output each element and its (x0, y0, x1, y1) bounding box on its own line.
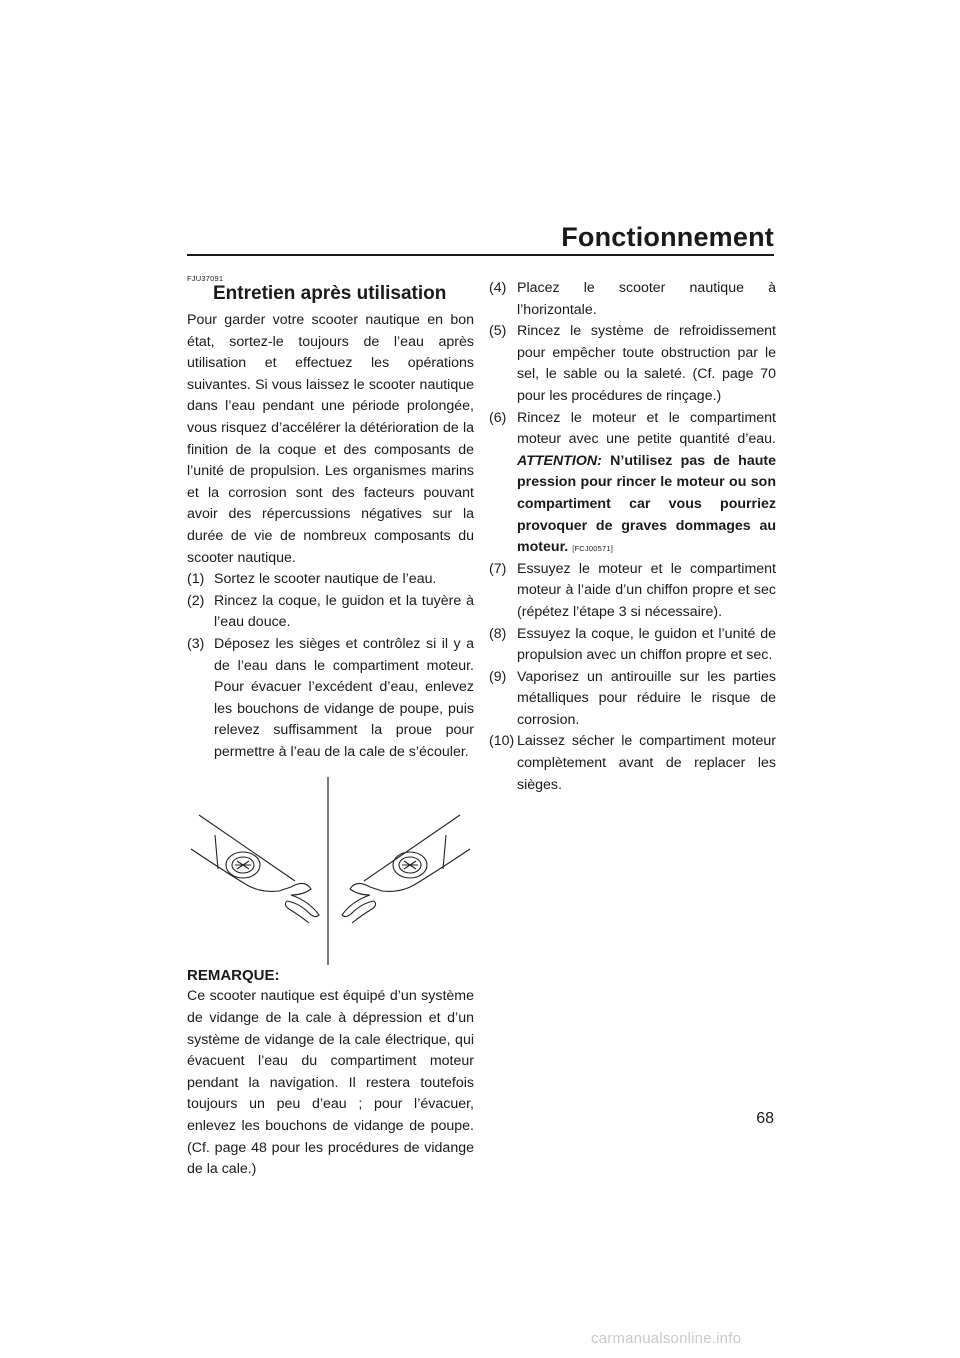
left-column (187, 274, 474, 1181)
step-item (489, 559, 776, 624)
step-text: Vaporisez un antirouille sur les parties métalliques pour réduire le risque de corrosion. (517, 668, 776, 728)
step-item (489, 667, 776, 732)
section-title: Entretien après utilisation (213, 283, 447, 304)
step-item (187, 591, 474, 634)
step-item (187, 634, 474, 764)
step-number: (7) (489, 560, 507, 577)
intro-paragraph: Pour garder votre scooter nautique en bon état, sortez-le toujours de l’eau après utilisation et effectuez les opérations suivantes. Si vous laissez le scooter nautique dans l’eau pendant une période prolongée, vous risquez d’accélérer la détérioration de la finition de la coque et des composants de l’unité de propulsion. Les organismes marins et la corrosion sont des facteurs pouvant avoir des répercussions négatives sur la durée de vie de nombreux composants du scooter nautique. (187, 312, 474, 566)
step-text: Essuyez la coque, le guidon et l’unité de propulsion avec un chiffon propre et sec. (517, 625, 776, 664)
step-number: (6) (489, 409, 507, 426)
step-number: (2) (187, 592, 205, 609)
section-code: FJU37091 (187, 274, 224, 283)
steps-list-right (489, 278, 776, 796)
step-item (187, 569, 474, 591)
page-number: 68 (756, 1110, 774, 1127)
header-rule (187, 254, 774, 256)
left-drain-plug-illustration (191, 815, 319, 923)
step-number: (1) (187, 571, 205, 588)
watermark-link[interactable]: carmanualsonline.info (591, 1330, 742, 1347)
attention-text: N’utilisez pas de haute pression pour rincer le moteur ou son compartiment car vous pourriez provoquer de graves dommages au moteur. (517, 452, 776, 556)
right-column (489, 278, 776, 796)
step-number: (4) (489, 280, 507, 296)
step-text: Rincez le système de refroidissement pour empêcher toute obstruction par le sel, le sable ou la saleté. (Cf. page 70 pour les procédures de rinçage.) (517, 323, 776, 404)
drain-plug-illustration (187, 777, 474, 965)
step-text: Laissez sécher le compartiment moteur complètement avant de replacer les sièges. (517, 733, 776, 793)
step-text-body: Rincez le moteur et le compartiment moteur avec une petite quantité d’eau. (517, 409, 776, 448)
drain-plugs-figure (187, 777, 474, 965)
step-text (517, 408, 776, 559)
step-item (489, 624, 776, 667)
step-number: (3) (187, 635, 205, 652)
step-item-attention (489, 408, 776, 559)
step-text: Rincez la coque, le guidon et la tuyère à l’eau douce. (214, 592, 474, 631)
page-header-title: Fonctionnement (561, 222, 774, 252)
attention-label: ATTENTION: (517, 452, 602, 469)
step-item (489, 278, 776, 321)
step-text: Essuyez le moteur et le compartiment moteur à l’aide d’un chiffon propre et sec (répétez l’étape 3 si nécessaire). (517, 560, 776, 620)
step-text: Déposez les sièges et contrôlez si il y a de l’eau dans le compartiment moteur. Pour évacuer l’excédent d’eau, enlevez les bouchons de vidange de poupe, puis relevez suffisamment la proue pour permettre à l’eau de la cale de s’écouler. (214, 635, 474, 760)
note-text: Ce scooter nautique est équipé d’un système de vidange de la cale à dépression et d’un système de vidange de la cale électrique, qui évacuent l’eau du compartiment moteur pendant la navigation. Il restera toutefois toujours un peu d’eau ; pour l’évacuer, enlevez les bouchons de vidange de poupe. (Cf. page 48 pour les procédures de vidange de la cale.) (187, 988, 474, 1178)
step-number: (5) (489, 323, 507, 340)
note-title: REMARQUE: (187, 967, 280, 985)
right-drain-plug-illustration (342, 815, 470, 923)
step-text: Sortez le scooter nautique de l’eau. (214, 571, 437, 588)
attention-code: [FCJ00571] (572, 544, 613, 554)
steps-list-left (187, 569, 474, 763)
step-number: (8) (489, 625, 507, 642)
step-item (489, 321, 776, 407)
step-text: Placez le scooter nautique à l’horizontale. (517, 280, 776, 318)
step-number: (9) (489, 668, 507, 685)
step-item (489, 731, 776, 796)
step-number: (10) (489, 733, 515, 750)
